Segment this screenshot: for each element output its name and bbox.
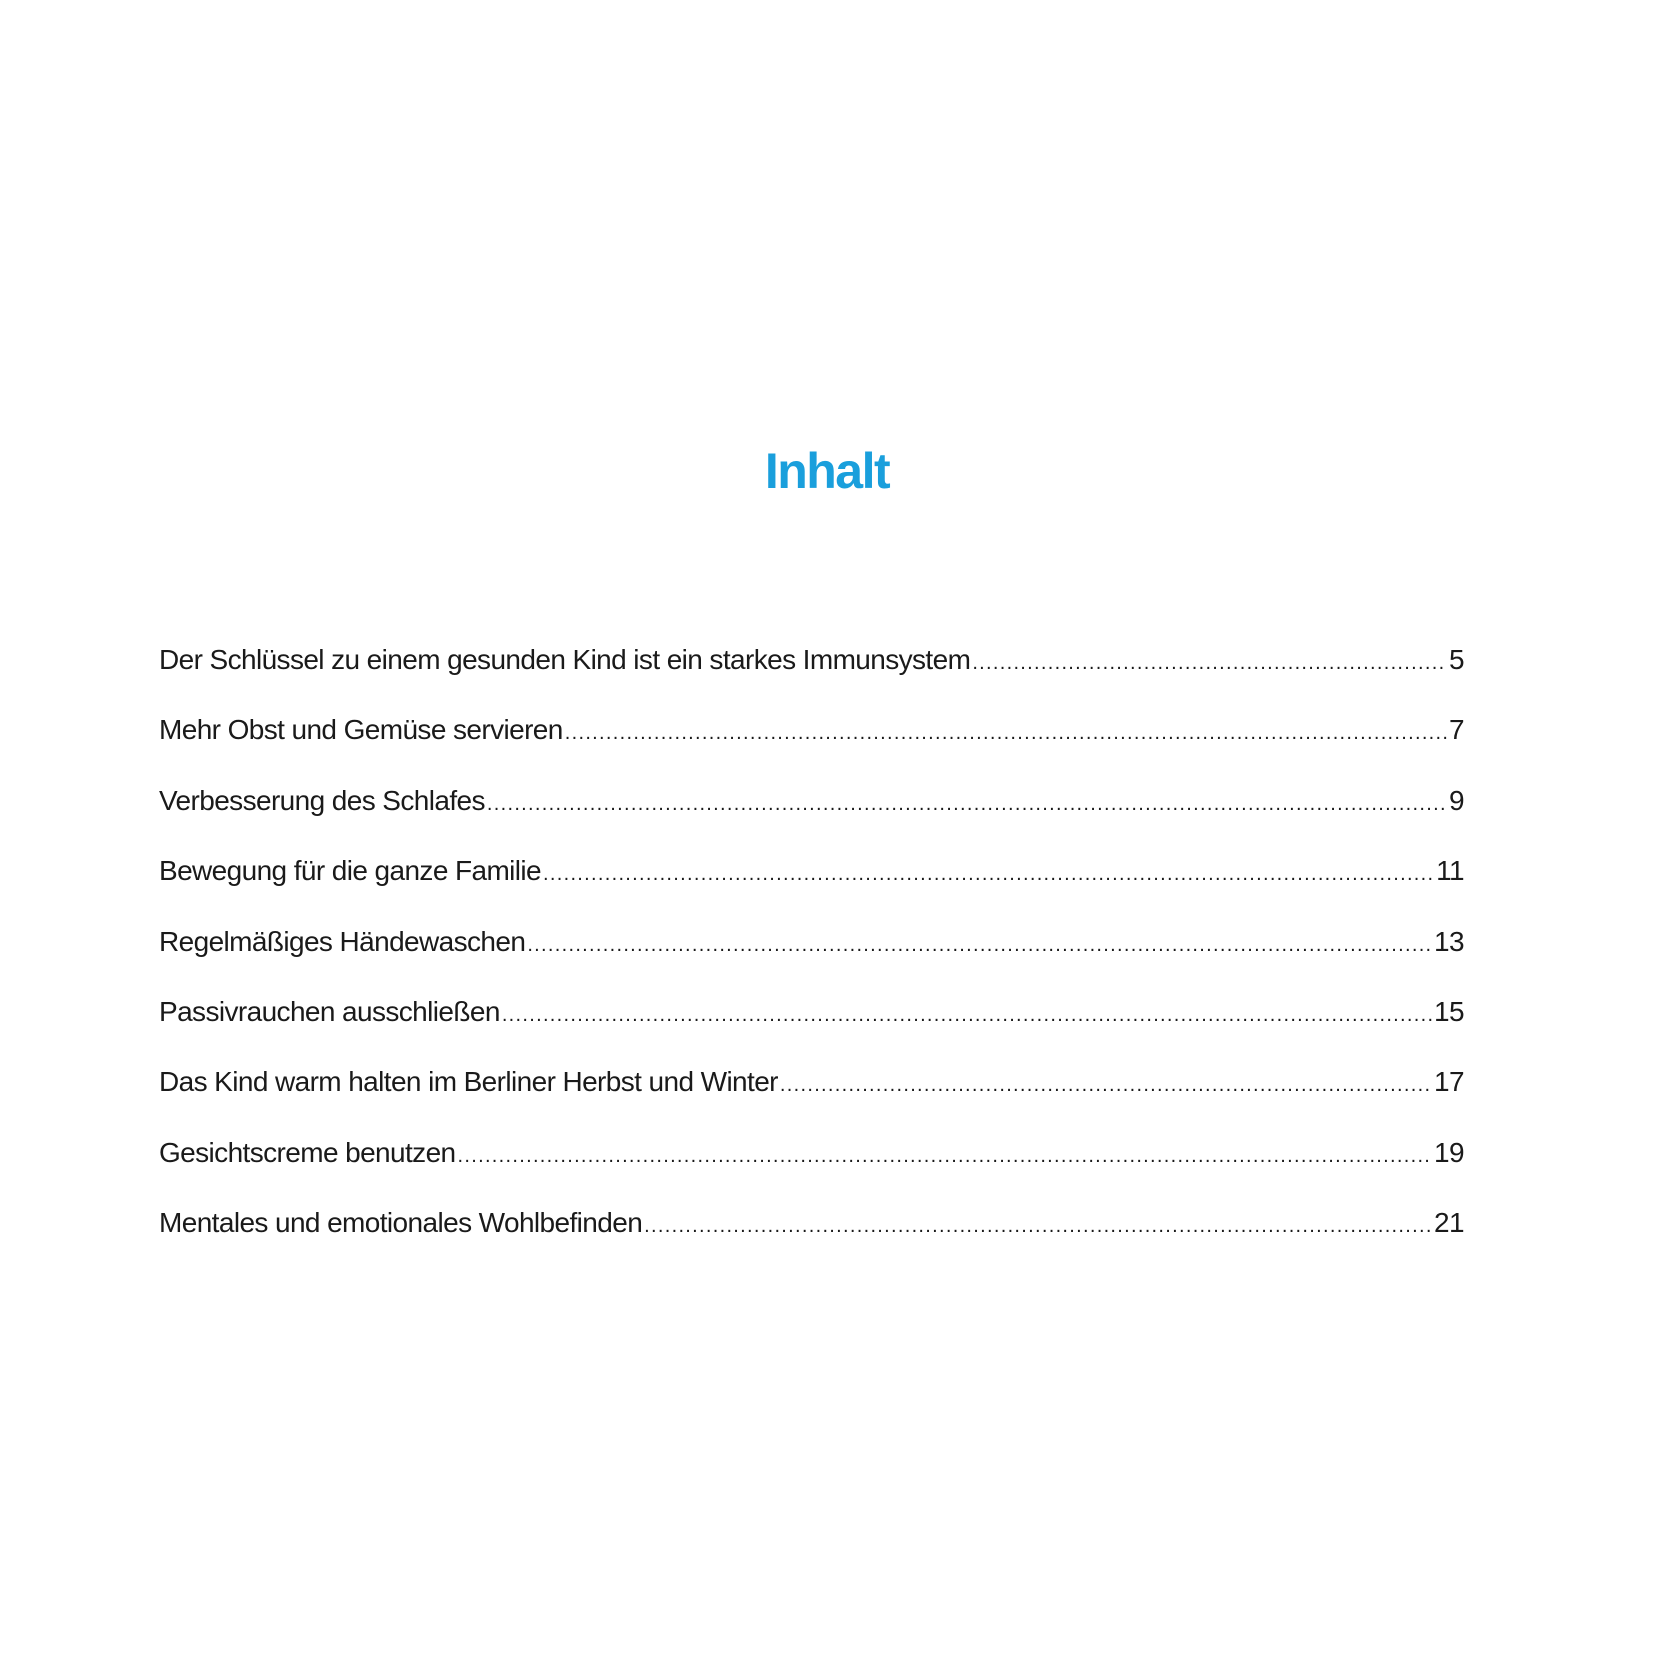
- toc-entry[interactable]: [159, 1137, 1464, 1207]
- toc-entry[interactable]: [159, 1207, 1464, 1277]
- toc-dot-leader: [972, 652, 1447, 675]
- toc-entry[interactable]: [159, 714, 1464, 784]
- toc-entry[interactable]: [159, 1066, 1464, 1136]
- toc-entry-page: 5: [1449, 644, 1464, 675]
- toc-dot-leader: [502, 1004, 1432, 1027]
- table-of-contents: [159, 644, 1464, 1278]
- toc-entry-label: Gesichtscreme benutzen: [159, 1136, 456, 1168]
- toc-entry-label: Mehr Obst und Gemüse servieren: [159, 714, 563, 746]
- toc-entry-label: Das Kind warm halten im Berliner Herbst und Winter: [159, 1066, 778, 1098]
- toc-entry[interactable]: [159, 644, 1464, 714]
- toc-entry-page: 9: [1449, 784, 1464, 816]
- toc-entry-label: Regelmäßiges Händewaschen: [159, 925, 526, 957]
- toc-entry-page: 21: [1434, 1207, 1464, 1239]
- toc-dot-leader: [780, 1074, 1432, 1097]
- toc-entry-page: 13: [1434, 925, 1464, 957]
- toc-entry[interactable]: [159, 855, 1464, 925]
- toc-entry-page: 11: [1436, 855, 1464, 887]
- toc-dot-leader: [487, 793, 1447, 816]
- toc-dot-leader: [565, 722, 1447, 745]
- toc-entry-label: Bewegung für die ganze Familie: [159, 855, 542, 887]
- page-title: Inhalt: [764, 443, 890, 499]
- toc-entry-label: Verbesserung des Schlafes: [159, 784, 485, 816]
- toc-entry-page: 15: [1434, 995, 1464, 1027]
- toc-entry-label: Mentales und emotionales Wohlbefinden: [159, 1207, 643, 1239]
- toc-entry-label: Passivrauchen ausschließen: [159, 995, 500, 1027]
- toc-entry-page: 7: [1449, 714, 1464, 746]
- toc-entry[interactable]: [159, 926, 1464, 996]
- toc-dot-leader: [543, 863, 1434, 886]
- toc-dot-leader: [458, 1145, 1433, 1168]
- toc-entry[interactable]: [159, 996, 1464, 1066]
- toc-dot-leader: [644, 1215, 1432, 1238]
- toc-entry-label: Der Schlüssel zu einem gesunden Kind ist ein starkes Immunsystem: [159, 644, 971, 675]
- toc-entry-page: 17: [1434, 1066, 1464, 1098]
- toc-entry[interactable]: [159, 785, 1464, 855]
- toc-dot-leader: [527, 934, 1432, 957]
- toc-entry-page: 19: [1434, 1136, 1464, 1168]
